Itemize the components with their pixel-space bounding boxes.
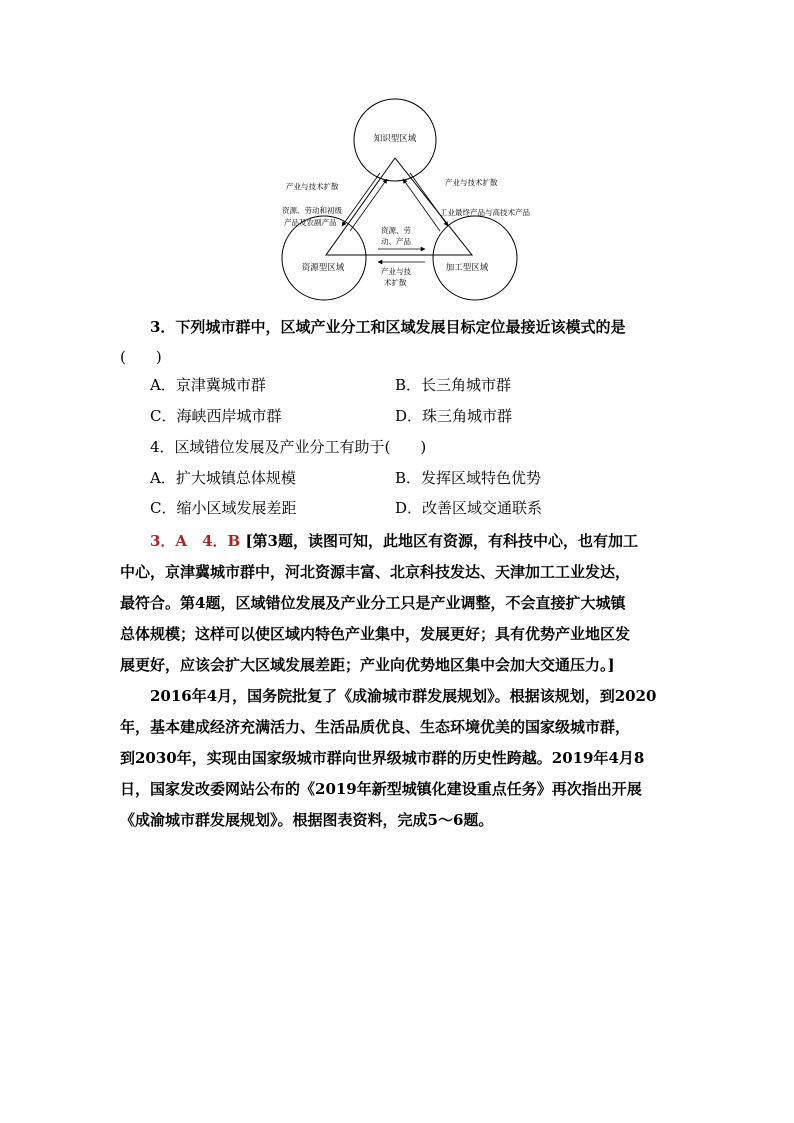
q3-option-d: D．珠三角城市群	[395, 407, 513, 425]
q4-option-c: C．缩小区域发展差距	[150, 499, 297, 517]
q3-option-a: A．京津冀城市群	[150, 376, 266, 394]
flow-label-right-top: 产业与技术扩散	[445, 178, 498, 187]
flow-label-bottom-bot1: 产业与技	[381, 267, 411, 276]
q3-stem: 3．下列城市群中，区域产业分工和区域发展目标定位最接近该模式的是	[150, 318, 626, 336]
flow-label-bottom-top1: 资源、劳	[381, 226, 411, 235]
q4-option-b: B．发挥区域特色优势	[395, 469, 542, 487]
resource-region-circle	[282, 216, 366, 300]
regional-division-diagram	[270, 98, 570, 303]
answer-line-1	[150, 530, 638, 551]
answer-line-5: 展更好，应该会扩大区域发展差距；产业向优势地区集中会加大交通压力。]	[120, 656, 615, 674]
resource-region-label: 资源型区域	[301, 263, 345, 273]
processing-region-circle	[433, 216, 517, 300]
passage-line-4: 日，国家发改委网站公布的《2019年新型城镇化建设重点任务》再次指出开展	[120, 780, 642, 798]
flow-label-right-mid: 工业最终产品与高技术产品	[440, 208, 530, 217]
answer-line-2: 中心，京津冀城市群中，河北资源丰富、北京科技发达、天津加工工业发达，	[120, 563, 631, 581]
flow-label-bottom-bot2: 术扩散	[384, 278, 407, 287]
knowledge-region-label: 知识型区域	[373, 134, 417, 144]
flow-label-left-mid2: 产品及农副产品	[284, 218, 337, 227]
answer-explanation-start: [第3题，读图可知，此地区有资源，有科技中心，也有加工	[245, 532, 638, 550]
answer-line-4: 总体规模；这样可以使区域内特色产业集中，发展更好；具有优势产业地区发	[120, 625, 631, 643]
flow-label-left-top: 产业与技术扩散	[286, 182, 339, 191]
passage-line-3: 到2030年，实现由国家级城市群向世界级城市群的历史性跨越。2019年4月8	[120, 749, 645, 767]
flow-label-bottom-top2: 动、产品	[381, 237, 411, 246]
q3-paren: ( )	[120, 348, 162, 366]
q3-option-b: B．长三角城市群	[395, 376, 512, 394]
answer-line-3: 最符合。第4题，区域错位发展及产业分工只是产业调整，不会直接扩大城镇	[120, 594, 626, 612]
q4-stem: 4．区域错位发展及产业分工有助于( )	[150, 438, 427, 456]
passage-line-2: 年，基本建成经济充满活力、生活品质优良、生态环境优美的国家级城市群，	[120, 718, 631, 736]
passage-line-1: 2016年4月，国务院批复了《成渝城市群发展规划》。根据该规划，到2020	[150, 687, 657, 705]
q3-option-c: C．海峡西岸城市群	[150, 407, 282, 425]
passage-line-5: 《成渝城市群发展规划》。根据图表资料，完成5～6题。	[120, 811, 494, 829]
q4-option-a: A．扩大城镇总体规模	[150, 469, 296, 487]
answer-key: 3．A 4．B	[150, 532, 241, 550]
flow-label-left-mid1: 资源、劳动和初级	[282, 206, 342, 215]
processing-region-label: 加工型区域	[445, 263, 489, 273]
q4-option-d: D．改善区域交通联系	[395, 499, 543, 517]
